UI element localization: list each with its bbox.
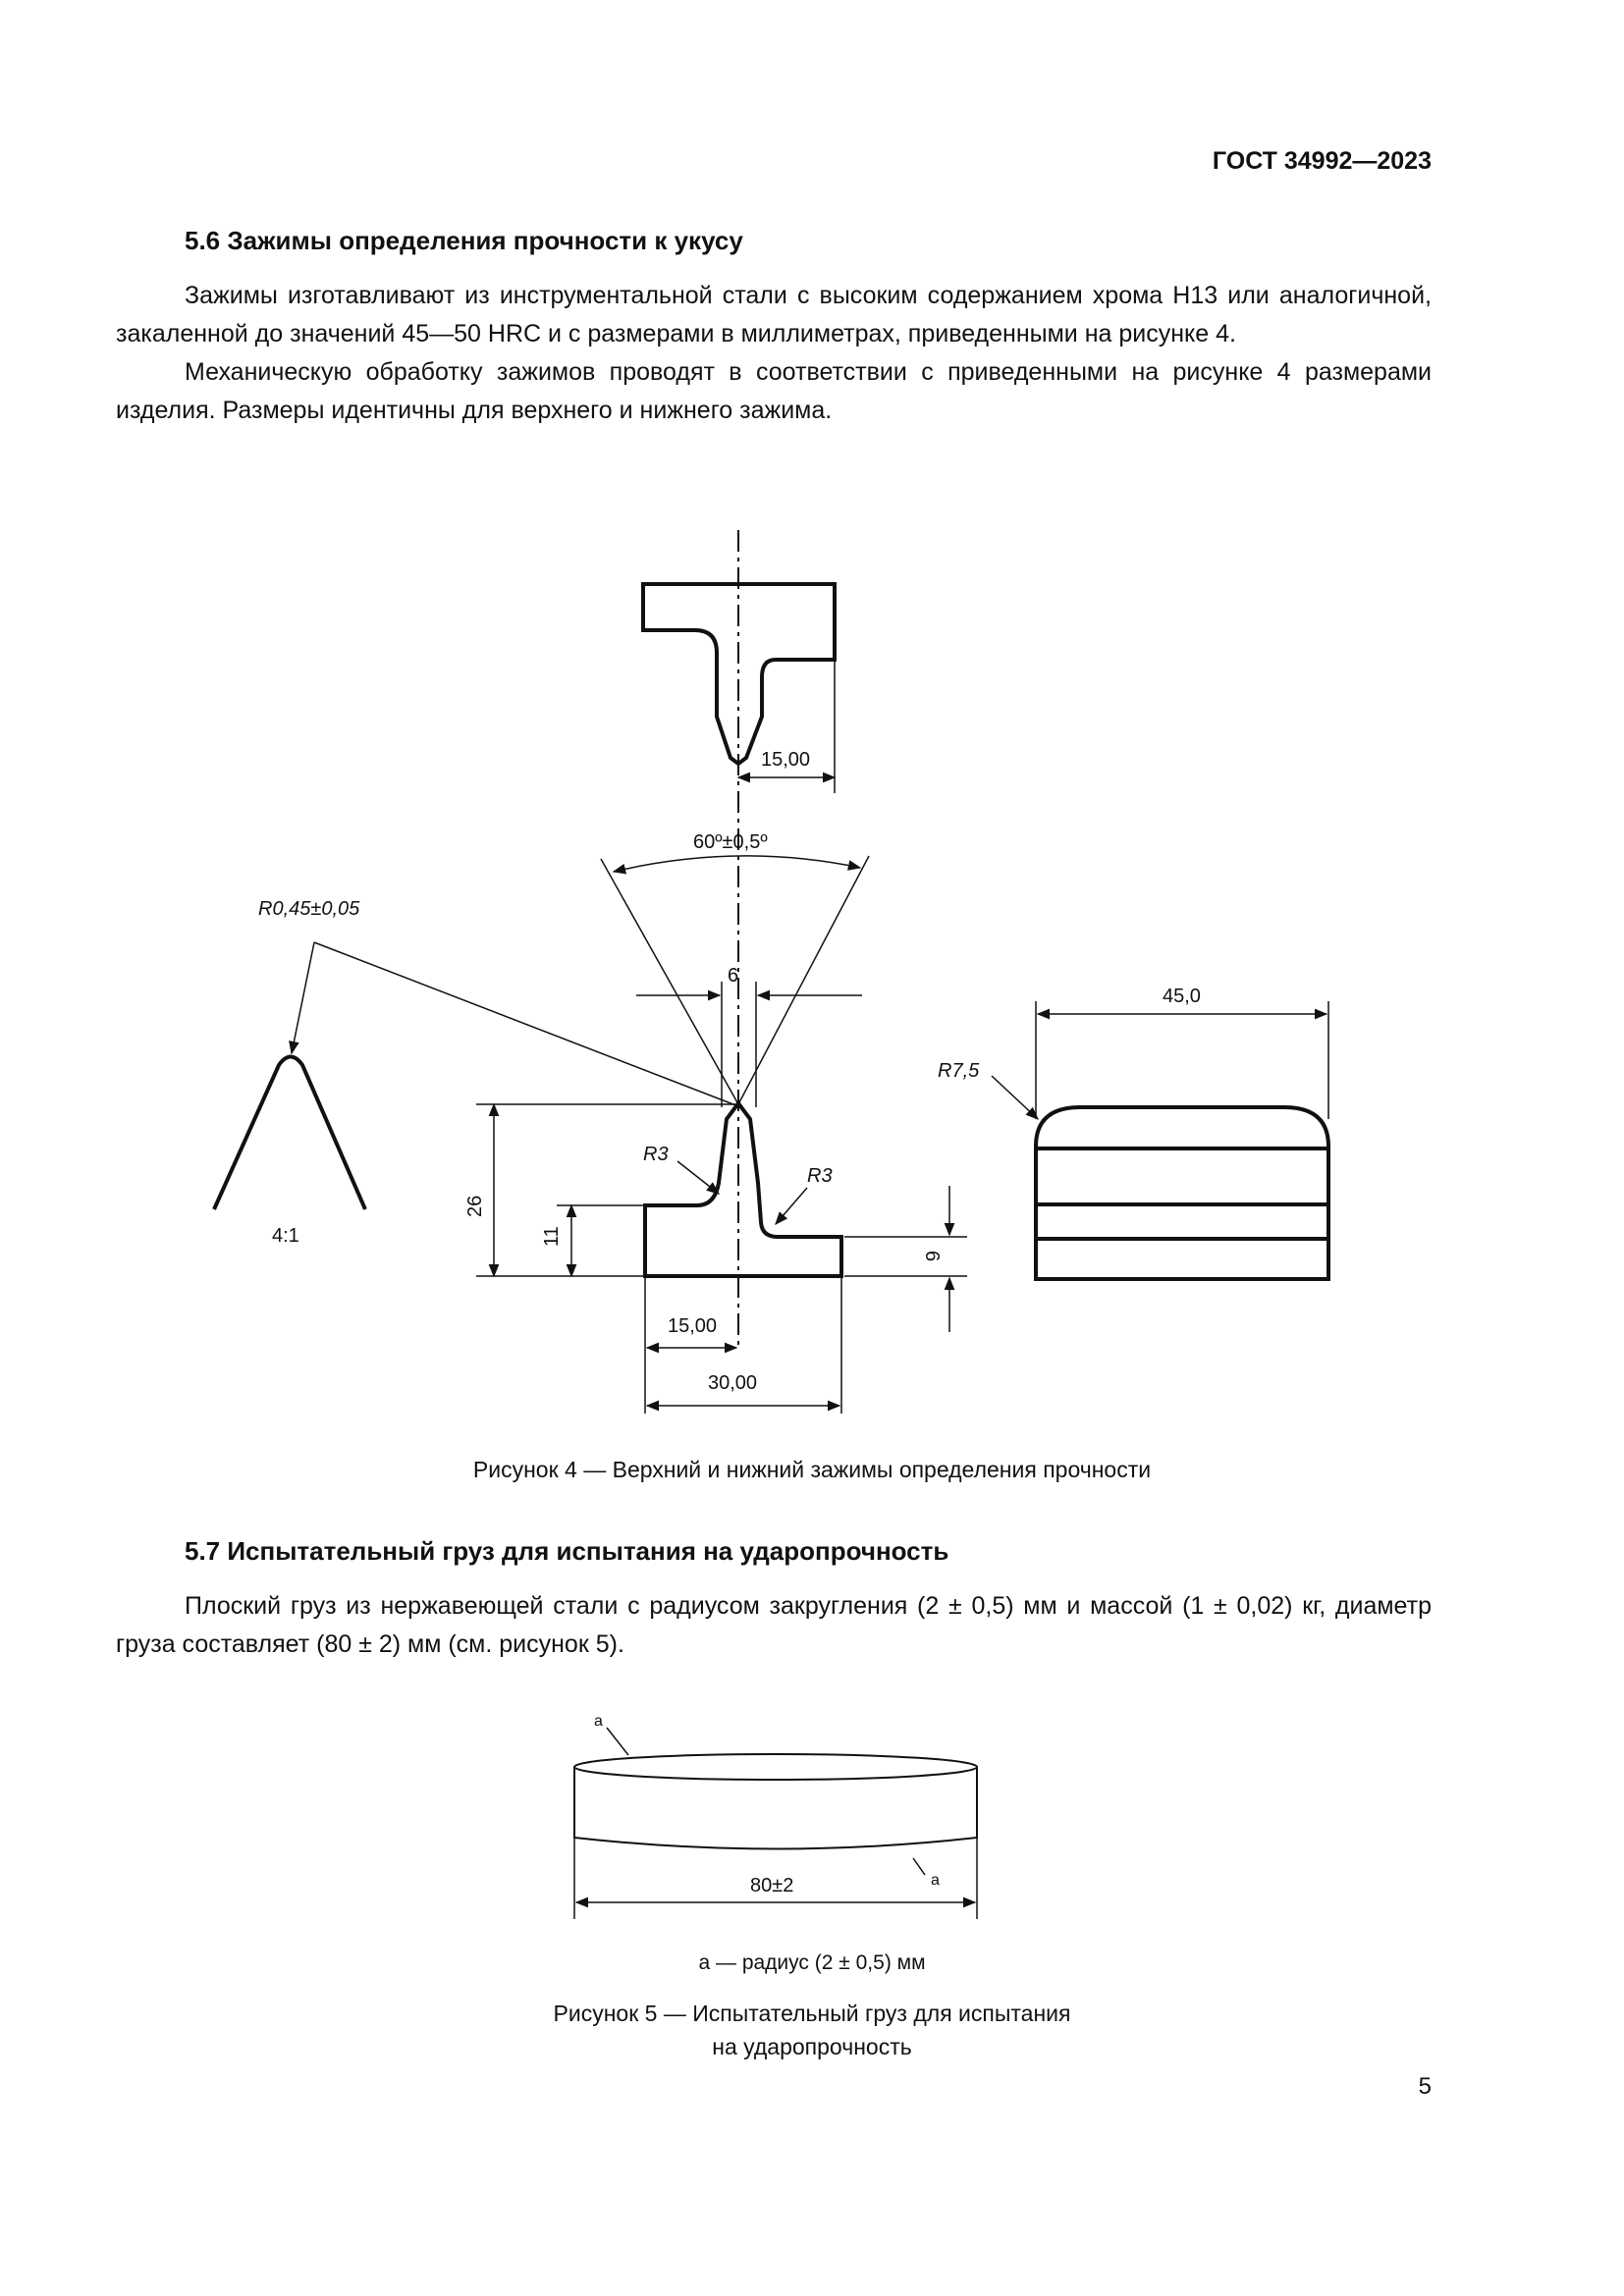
figure-5-caption-line1: Рисунок 5 — Испытательный груз для испытания <box>553 2001 1071 2026</box>
section-5-6-body <box>116 277 1432 430</box>
radius-tip-label: R0,45±0,05 <box>258 898 360 920</box>
figure-5-drawing <box>0 1698 1624 1963</box>
figure-5-legend: a — радиус (2 ± 0,5) мм <box>698 1951 926 1974</box>
paragraph: Механическую обработку зажимов проводят в соответствии с приведенными на рисунке 4 размерами изделия. Размеры идентичны для верхнего и нижнего зажима. <box>116 358 1432 424</box>
dim-side-width-label: 45,0 <box>1163 986 1201 1007</box>
scale-label: 4:1 <box>272 1225 299 1247</box>
label-a-bottom: a <box>931 1872 940 1889</box>
figure-4-drawing <box>0 510 1624 1423</box>
section-5-7-body <box>116 1587 1432 1664</box>
label-a-top: a <box>594 1713 603 1730</box>
paragraph: Плоский груз из нержавеющей стали с радиусом закругления (2 ± 0,5) мм и массой (1 ± 0,02) кг, диаметр груза составляет (80 ± 2) мм (см. рисунок 5). <box>116 1592 1432 1658</box>
dim-height-base-label: 11 <box>541 1226 563 1247</box>
paragraph: Зажимы изготавливают из инструментальной стали с высоким содержанием хрома Н13 или аналогичной, закаленной до значений 45—50 HRC и с размерами в миллиметрах, приведенными на рисунке 4. <box>116 282 1432 347</box>
standard-header: ГОСТ 34992—2023 <box>1212 147 1432 175</box>
dim-thickness-label: 6 <box>921 1251 943 1262</box>
dim-diameter-label: 80±2 <box>750 1875 794 1896</box>
radius-left-label: R3 <box>643 1144 669 1165</box>
dim-tip-label: 6 <box>728 965 739 987</box>
figure-5-caption-line2: на ударопрочность <box>712 2034 912 2059</box>
weight-top-face <box>574 1754 977 1780</box>
angle-label: 60º±0,5º <box>693 831 768 853</box>
section-5-6-title: 5.6 Зажимы определения прочности к укусу <box>185 226 743 255</box>
tip-detail-view <box>214 1057 365 1210</box>
dim-half-width-label: 15,00 <box>668 1315 718 1337</box>
page-number: 5 <box>1418 2073 1432 2100</box>
section-5-7-title: 5.7 Испытательный груз для испытания на ударопрочность <box>185 1536 949 1566</box>
lower-clamp-outline <box>645 1103 841 1276</box>
dim-height-total-label: 26 <box>464 1195 486 1217</box>
side-view-outline <box>1036 1107 1328 1279</box>
radius-right-label: R3 <box>807 1165 833 1187</box>
radius-side-label: R7,5 <box>938 1060 980 1082</box>
dim-top-width-label: 15,00 <box>761 749 811 771</box>
dim-full-width-label: 30,00 <box>708 1372 758 1394</box>
figure-4-caption: Рисунок 4 — Верхний и нижний зажимы определения прочности <box>472 1457 1152 1482</box>
